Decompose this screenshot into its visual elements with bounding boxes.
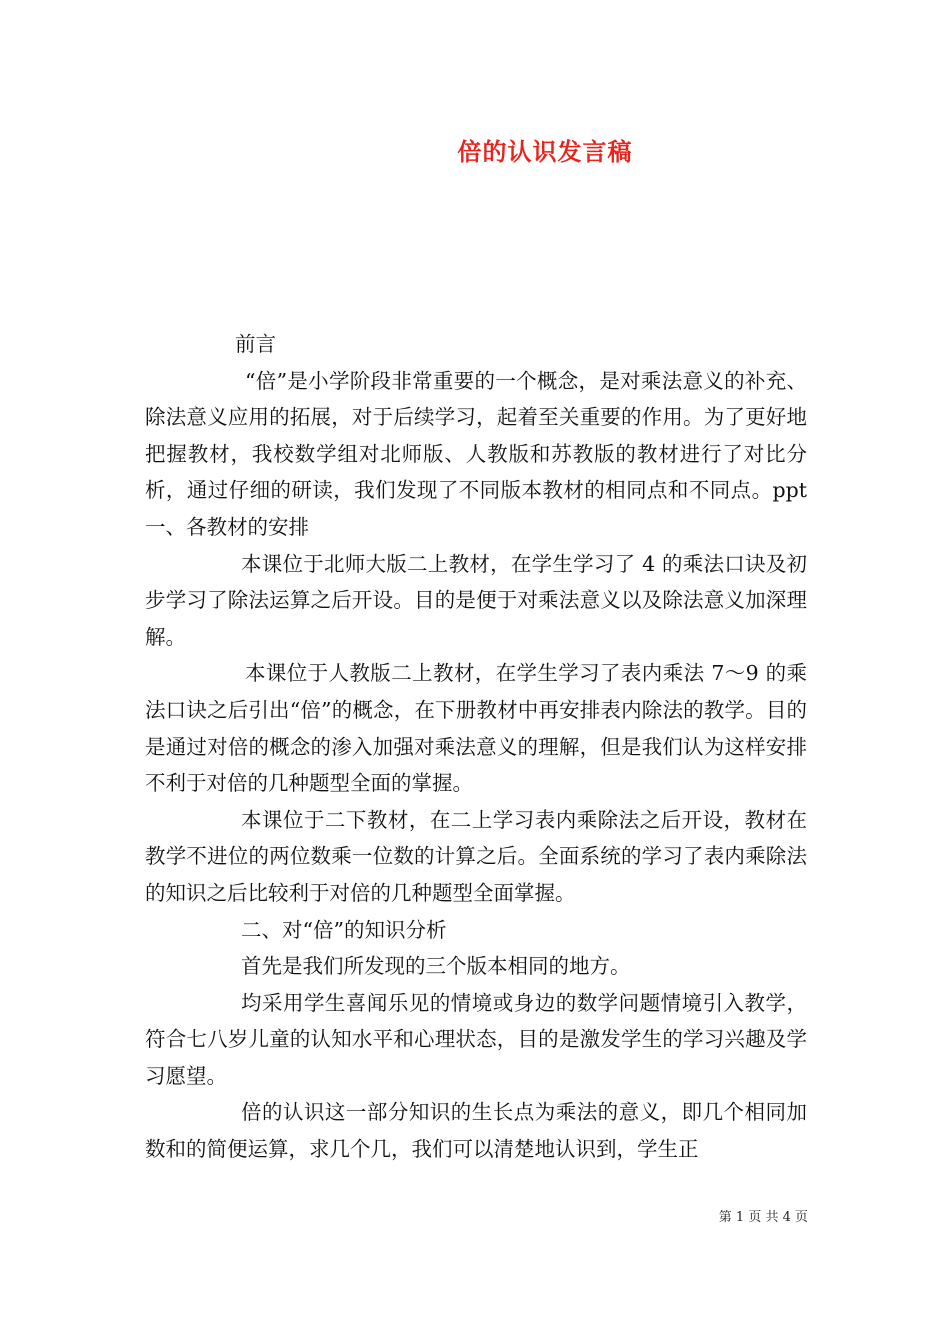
section-heading-knowledge-analysis: 二、对“倍”的知识分析 — [241, 917, 447, 942]
document-title: 倍的认识发言稿 — [457, 137, 633, 166]
paragraph-similarities-intro: 首先是我们所发现的三个版本相同的地方。 — [241, 954, 631, 979]
paragraph-preface-heading: 前言 — [235, 332, 276, 356]
page-number-footer: 第 1 页 共 4 页 — [718, 1210, 808, 1225]
paragraph-sujiao-edition: 本课位于二下教材，在二上学习表内乘除法之后开设，教材在教学不进位的两位数乘一位数的计算之后。全面系统的学习了表内乘除法的知识之后比较利于对倍的几种题型全面掌握。 — [145, 807, 807, 905]
paragraph-intro: “倍”是小学阶段非常重要的一个概念，是对乘法意义的补充、除法意义应用的拓展，对于后续学习，起着至关重要的作用。为了更好地把握教材，我校数学组对北师版、人教版和苏教版的教材进行了对比分析，通过仔细的研读，我们发现了不同版本教材的相同点和不同点。ppt 一、各教材的安排 — [145, 368, 807, 539]
paragraph-bsd-edition: 本课位于北师大版二上教材，在学生学习了 4 的乘法口诀及初步学习了除法运算之后开设。目的是便于对乘法意义以及除法意义加深理解。 — [145, 551, 807, 649]
paragraph-growth-point: 倍的认识这一部分知识的生长点为乘法的意义，即几个相同加数和的简便运算，求几个几，我们可以清楚地认识到，学生正 — [145, 1100, 807, 1162]
paragraph-pep-edition: 本课位于人教版二上教材，在学生学习了表内乘法 7～9 的乘法口诀之后引出“倍”的概念，在下册教材中再安排表内除法的教学。目的是通过对倍的概念的渗入加强对乘法意义的理解，但是我们认为这样安排不利于对倍的几种题型全面的掌握。 — [145, 661, 807, 796]
document-body — [145, 326, 807, 1168]
paragraph-situation-intro: 均采用学生喜闻乐见的情境或身边的数学问题情境引入教学，符合七八岁儿童的认知水平和心理状态，目的是激发学生的学习兴趣及学习愿望。 — [145, 990, 807, 1088]
